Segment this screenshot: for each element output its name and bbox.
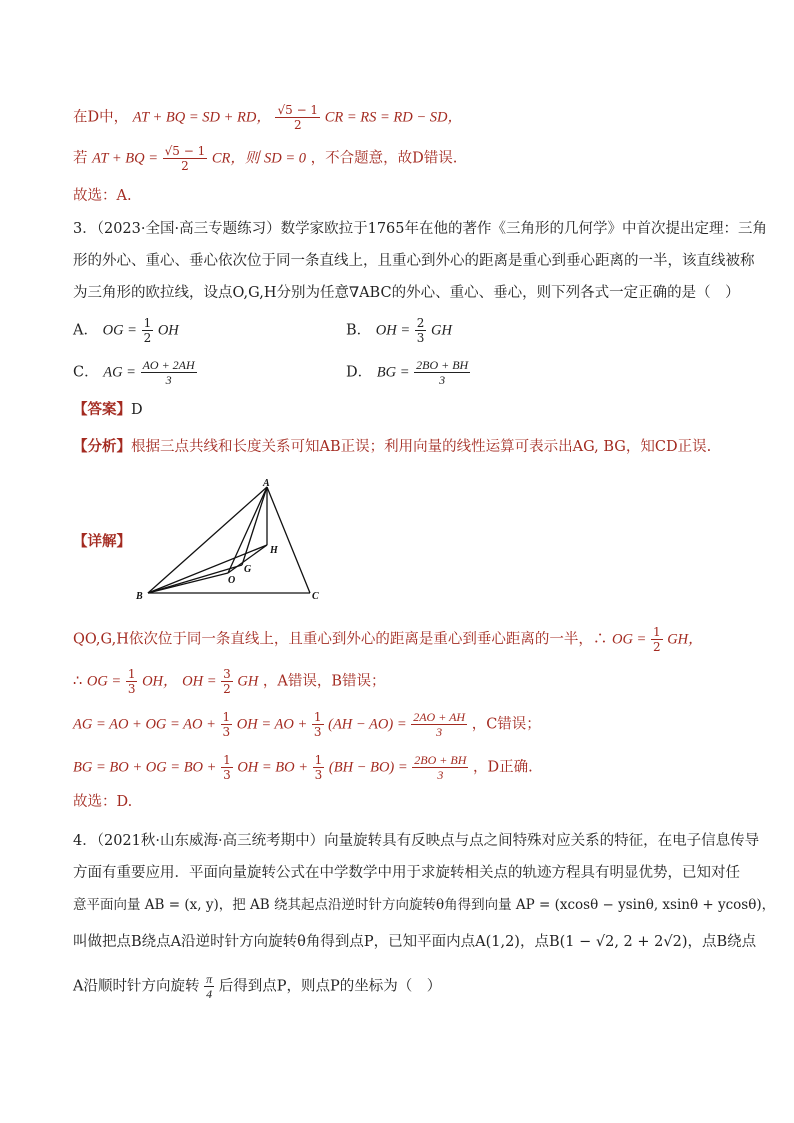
answer-choice-a: 故选：A. [73, 188, 132, 204]
detail-final: 故选：D. [73, 794, 133, 810]
d-line1-math: AT + BQ = SD + RD， [132, 109, 271, 126]
q3-option-a[interactable] [73, 316, 179, 345]
detail1-tail: GH， [667, 631, 703, 648]
detail3-f3n: 2AO + AH [413, 710, 466, 724]
detail3-frac2 [312, 710, 324, 739]
detail4-f1n: 1 [223, 753, 231, 767]
label-g: G [244, 564, 252, 575]
d-line1-frac [275, 103, 320, 132]
q3-option-c-lhs: AG = [103, 364, 136, 381]
euler-line-figure [130, 475, 330, 605]
detail4-frac2 [313, 753, 325, 782]
d-line2-frac-den: 2 [181, 159, 189, 173]
q4-line1: 4．（2021秋·山东威海·高三统考期中）向量旋转具有反映点与点之间特殊对应关系的特征，在电子信息传导 [73, 833, 760, 849]
detail2-f1n: 1 [127, 667, 136, 681]
q3-option-b-frac [415, 316, 427, 345]
detail3-f2n: 1 [313, 710, 322, 724]
detail1-frac [651, 625, 663, 654]
q4-line5 [73, 972, 441, 1001]
q4-line5-b: 后得到点P，则点P的坐标为（ ） [218, 978, 442, 995]
detail-line1 [73, 625, 703, 654]
q3-option-b-den: 3 [416, 331, 425, 345]
q4-line3: 意平面向量 AB = (x, y)，把 AB 绕其起点沿逆时针方向旋转θ角得到向量 AP = (xcosθ − ysinθ, xsinθ + ycosθ)， [73, 897, 776, 913]
q3-analysis [73, 435, 711, 456]
detail3-frac1 [221, 710, 233, 739]
d-frac-den: 2 [293, 118, 302, 132]
q4-line5-num: π [206, 972, 213, 986]
detail2-f2d: 2 [223, 682, 231, 696]
answer-tag: 【答案】 [73, 401, 131, 418]
d-line2-prefix: 若 [73, 150, 88, 167]
segment-ac [267, 487, 310, 593]
detail2-m1b: OH， [142, 673, 178, 690]
detail3-f1n: 1 [222, 710, 231, 724]
q3-line1: 3．（2023·全国·高三专题练习）数学家欧拉于1765年在他的著作《三角形的几何学》中首次提出定理：三角 [73, 221, 767, 237]
detail2-tail: ，A错误，B错误； [262, 673, 386, 690]
q3-option-c[interactable] [73, 358, 197, 387]
d-line2-math2: SD = 0 [263, 150, 306, 167]
d-line2-suffix: ，不合题意，故D错误. [310, 150, 458, 167]
q3-option-b-num: 2 [416, 316, 425, 330]
segment-ao [228, 487, 267, 573]
d-line1-prefix: 在D中， [73, 109, 129, 126]
detail2-f1d: 3 [127, 682, 136, 696]
detail1-frac-num: 1 [652, 625, 661, 639]
detail2-m2b: GH [237, 673, 259, 690]
q3-option-a-lhs: OG = [102, 322, 137, 339]
d-analysis-line1 [73, 103, 462, 132]
analysis-text: 根据三点共线和长度关系可知AB正误；利用向量的线性运算可表示出AG, BG，知CD正误. [131, 439, 712, 455]
q3-option-d-den: 3 [439, 373, 446, 387]
detail4-b: OH = BO + [237, 759, 309, 776]
detail3-a: AG = AO + OG = AO + [73, 716, 216, 733]
d-frac-num: √5 − 1 [277, 103, 319, 117]
detail-line4 [73, 753, 533, 782]
d-line2-frac [163, 144, 208, 173]
detail4-f2d: 3 [314, 768, 323, 782]
answer-value: D [131, 402, 143, 418]
detail1-text: QO,G,H依次位于同一条直线上，且重心到外心的距离是重心到垂心距离的一半，∴ [73, 631, 608, 648]
q4-line5-frac [204, 972, 214, 1001]
detail4-frac1 [221, 753, 233, 782]
d-line2-math: AT + BQ = [92, 150, 159, 167]
detail2-m2: OH = [182, 673, 217, 690]
q3-option-d[interactable] [346, 358, 470, 387]
detail3-f1d: 3 [222, 725, 231, 739]
q3-option-a-rhs: OH [157, 322, 179, 339]
detail4-a: BG = BO + OG = BO + [73, 759, 217, 776]
detail3-f3d: 3 [436, 725, 443, 739]
q3-option-b[interactable] [346, 316, 452, 345]
q3-option-d-num: 2BO + BH [416, 358, 469, 372]
detail4-f3d: 3 [437, 768, 444, 782]
detail3-c: (AH − AO) = [328, 716, 407, 733]
label-b: B [136, 591, 143, 602]
detail2-m1: OG = [86, 673, 122, 690]
detail1-frac-den: 2 [652, 640, 661, 654]
detail2-frac2 [221, 667, 233, 696]
q3-option-a-frac [142, 316, 154, 345]
q3-option-c-label: C． [73, 364, 99, 381]
q3-option-d-frac [414, 358, 470, 387]
segment-ba [148, 487, 267, 593]
q3-option-a-num: 1 [143, 316, 152, 330]
q4-line5-a: A沿顺时针方向旋转 [73, 978, 200, 995]
detail3-frac3 [411, 710, 467, 739]
detail4-tail: ，D正确. [472, 759, 533, 776]
detail4-frac3 [412, 753, 468, 782]
detail1-math: OG = [611, 631, 647, 648]
q3-line2: 形的外心、重心、垂心依次位于同一条直线上，且重心到外心的距离是重心到垂心距离的一半，该直线被称 [73, 253, 755, 269]
label-o: O [228, 575, 236, 586]
detail-line2 [73, 667, 386, 696]
q4-line4: 叫做把点B绕点A沿逆时针方向旋转θ角得到点P，已知平面内点A(1,2)，点B(1 − √2, 2 + 2√2)，点B绕点 [73, 934, 757, 950]
q3-option-a-den: 2 [143, 331, 152, 345]
q3-option-c-frac [141, 358, 197, 387]
q3-line3: 为三角形的欧拉线，设点O,G,H分别为任意∇ABC的外心、重心、垂心，则下列各式一定正确的是（ ） [73, 285, 740, 301]
detail3-b: OH = AO + [236, 716, 308, 733]
q3-option-c-num: AO + 2AH [142, 358, 195, 372]
analysis-tag: 【分析】 [73, 438, 131, 455]
detail3-f2d: 3 [313, 725, 322, 739]
q4-line5-den: 4 [206, 987, 213, 1001]
detail-line3 [73, 710, 541, 739]
detail3-tail: ，C错误； [471, 716, 541, 733]
q3-option-d-label: D． [346, 364, 373, 381]
label-a: A [263, 478, 270, 489]
d-analysis-line2 [73, 144, 457, 173]
detail4-c: (BH − BO) = [328, 759, 408, 776]
q3-option-b-lhs: OH = [375, 322, 411, 339]
detail4-f3n: 2BO + BH [414, 753, 467, 767]
label-c: C [312, 591, 319, 602]
d-line2-mid: CR，则 [211, 150, 260, 167]
q3-option-c-den: 3 [165, 373, 172, 387]
q3-option-a-label: A． [73, 322, 98, 339]
d-line2-frac-num: √5 − 1 [164, 144, 206, 158]
d-line1-math2: CR = RS = RD − SD， [324, 109, 462, 126]
detail2-prefix: ∴ [73, 673, 83, 690]
detail2-frac1 [126, 667, 138, 696]
q3-answer [73, 398, 143, 419]
q3-option-b-label: B． [346, 322, 372, 339]
detail4-f2n: 1 [314, 753, 323, 767]
q3-option-d-lhs: BG = [376, 364, 410, 381]
detail2-f2n: 3 [223, 667, 231, 681]
detail-tag: 【详解】 [73, 533, 131, 550]
detail4-f1d: 3 [223, 768, 231, 782]
label-h: H [270, 545, 278, 556]
q4-line2: 方面有重要应用．平面向量旋转公式在中学数学中用于求旋转相关点的轨迹方程具有明显优势，已知对任 [73, 865, 740, 881]
q3-option-b-rhs: GH [430, 322, 452, 339]
